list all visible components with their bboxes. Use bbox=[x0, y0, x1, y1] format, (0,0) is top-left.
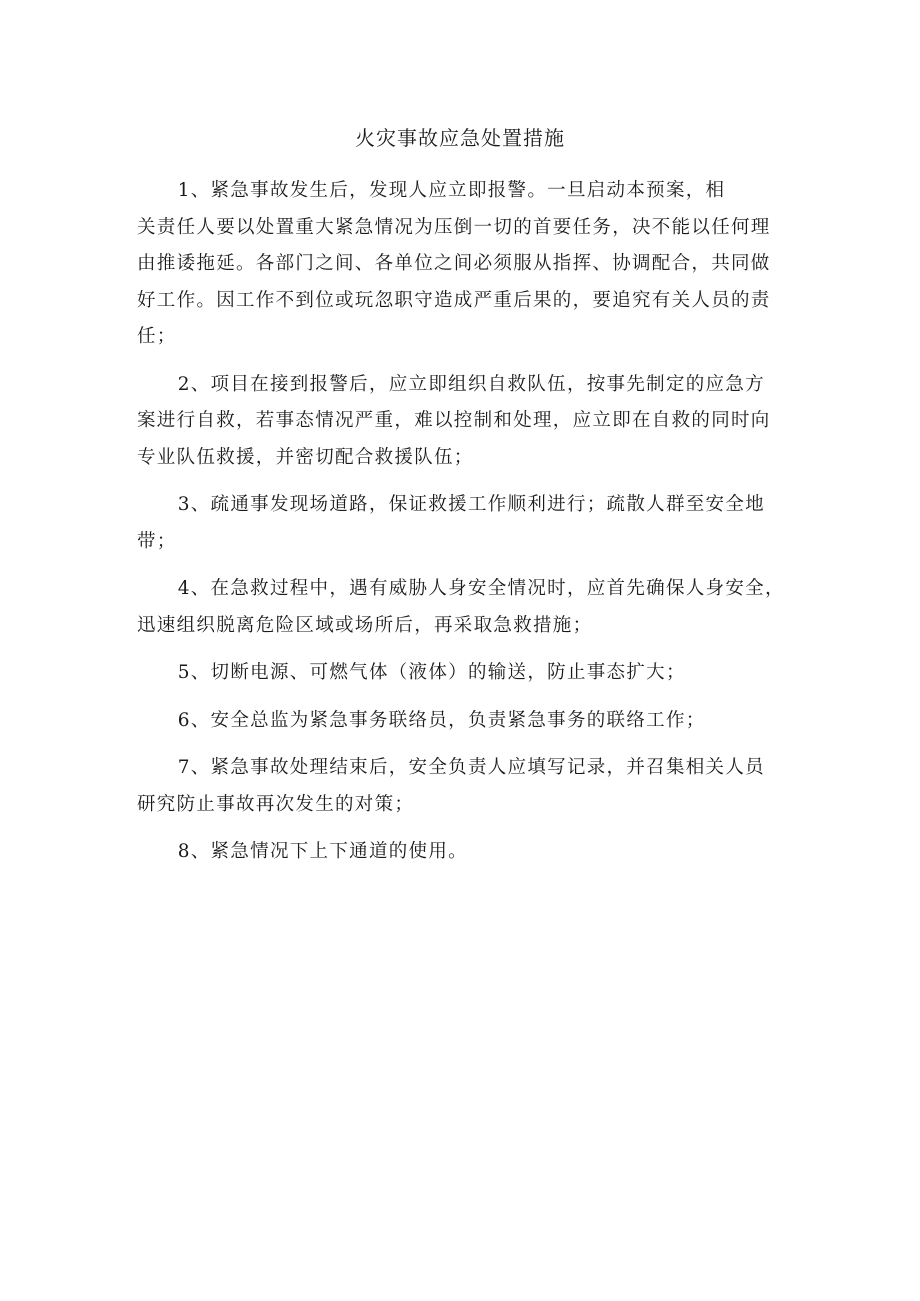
paragraph-line: 1、紧急事故发生后，发现人应立即报警。一旦启动本预案，相 bbox=[177, 180, 726, 201]
paragraph-line: 研究防止事故再次发生的对策； bbox=[137, 793, 415, 815]
paragraph-8 bbox=[137, 834, 785, 871]
paragraph-line: 5、切断电源、可燃气体（液体）的输送，防止事态扩大； bbox=[177, 662, 686, 683]
paragraph-line: 6、安全总监为紧急事务联络员，负责紧急事务的联络工作； bbox=[177, 709, 706, 731]
paragraph-5 bbox=[137, 655, 785, 692]
paragraph-line: 任； bbox=[137, 326, 177, 347]
paragraph-3 bbox=[137, 487, 785, 560]
paragraph-1 bbox=[137, 173, 785, 356]
paragraph-line: 案进行自救，若事态情况严重，难以控制和处理，应立即在自救的同时向 bbox=[137, 410, 771, 431]
paragraph-line: 7、紧急事故处理结束后，安全负责人应填写记录，并召集相关人员 bbox=[177, 757, 765, 778]
paragraph-line: 8、紧急情况下上下通道的使用。 bbox=[177, 841, 468, 862]
paragraph-line: 4、在急救过程中，遇有威胁人身安全情况时，应首先确保人身安全， bbox=[177, 578, 785, 599]
paragraph-line: 2、项目在接到报警后，应立即组织自救队伍，按事先制定的应急方 bbox=[177, 373, 765, 395]
paragraph-line: 迅速组织脱离危险区域或场所后，再采取急救措施； bbox=[137, 614, 593, 636]
paragraph-7 bbox=[137, 750, 785, 823]
paragraph-2 bbox=[137, 367, 785, 477]
paragraph-line: 带； bbox=[137, 530, 177, 552]
paragraph-line: 好工作。因工作不到位或玩忽职守造成严重后果的，要追究有关人员的责 bbox=[137, 289, 771, 311]
paragraph-6 bbox=[137, 703, 785, 740]
paragraph-line: 3、疏通事发现场道路，保证救援工作顺利进行；疏散人群至安全地 bbox=[177, 494, 765, 515]
paragraph-4 bbox=[137, 571, 785, 644]
paragraph-line: 关责任人要以处置重大紧急情况为压倒一切的首要任务，决不能以任何理 bbox=[137, 216, 771, 238]
paragraph-line: 专业队伍救援，并密切配合救援队伍； bbox=[137, 446, 474, 468]
document-title: 火灾事故应急处置措施 bbox=[355, 126, 565, 150]
document-body bbox=[137, 173, 785, 882]
paragraph-line: 由推诿拖延。各部门之间、各单位之间必须服从指挥、协调配合，共同做 bbox=[137, 253, 771, 274]
